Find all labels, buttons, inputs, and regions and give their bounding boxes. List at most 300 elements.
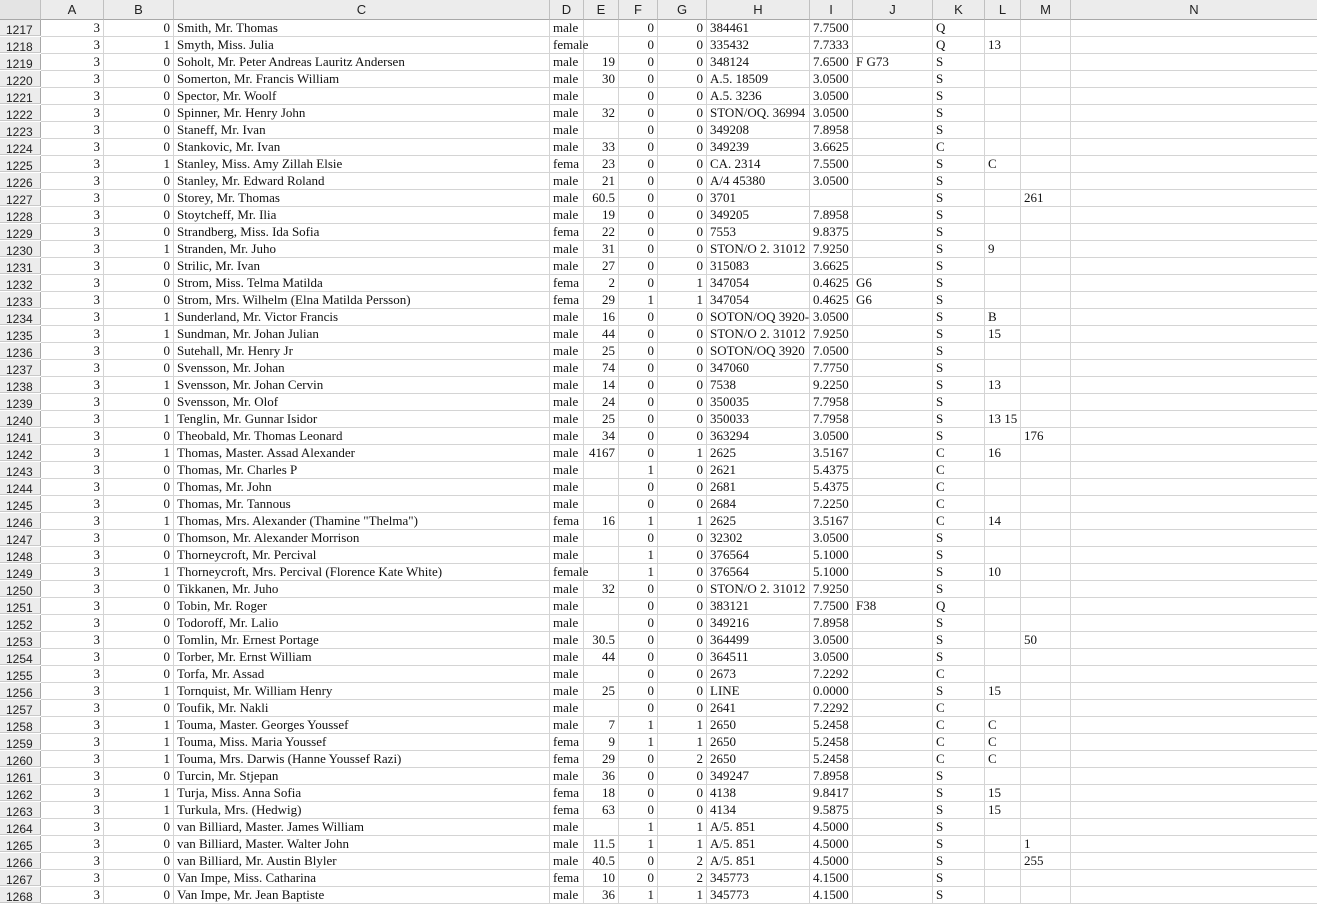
cell-b[interactable]: 0 (104, 173, 174, 190)
cell-b[interactable]: 1 (104, 683, 174, 700)
cell-l[interactable]: C (985, 734, 1021, 751)
column-header-e[interactable]: E (584, 0, 619, 20)
cell-b[interactable]: 1 (104, 241, 174, 258)
cell-l[interactable] (985, 20, 1021, 37)
cell-l[interactable] (985, 88, 1021, 105)
cell-a[interactable]: 3 (41, 54, 104, 71)
cell-n[interactable] (1071, 207, 1317, 224)
cell-i[interactable]: 7.9250 (810, 326, 853, 343)
cell-a[interactable]: 3 (41, 479, 104, 496)
cell-g[interactable]: 0 (658, 700, 707, 717)
cell-c[interactable]: Stranden, Mr. Juho (174, 241, 550, 258)
cell-f[interactable]: 0 (619, 139, 658, 156)
cell-c[interactable]: Thomas, Mr. John (174, 479, 550, 496)
cell-n[interactable] (1071, 292, 1317, 309)
cell-l[interactable]: 9 (985, 241, 1021, 258)
cell-m[interactable] (1021, 683, 1071, 700)
cell-b[interactable]: 1 (104, 411, 174, 428)
cell-n[interactable] (1071, 785, 1317, 802)
cell-m[interactable] (1021, 496, 1071, 513)
cell-k[interactable]: S (933, 581, 985, 598)
cell-c[interactable]: Turja, Miss. Anna Sofia (174, 785, 550, 802)
cell-i[interactable]: 7.7750 (810, 360, 853, 377)
cell-k[interactable]: S (933, 836, 985, 853)
cell-j[interactable]: G6 (853, 292, 933, 309)
column-header-h[interactable]: H (707, 0, 810, 20)
cell-d[interactable]: male (550, 377, 584, 394)
cell-i[interactable]: 4.1500 (810, 887, 853, 904)
cell-h[interactable]: 2684 (707, 496, 810, 513)
cell-k[interactable]: S (933, 275, 985, 292)
cell-i[interactable]: 7.7958 (810, 394, 853, 411)
row-header[interactable]: 1240 (0, 411, 41, 427)
cell-d[interactable]: male (550, 632, 584, 649)
cell-m[interactable] (1021, 54, 1071, 71)
cell-h[interactable]: 349247 (707, 768, 810, 785)
cell-f[interactable]: 1 (619, 462, 658, 479)
cell-g[interactable]: 0 (658, 632, 707, 649)
cell-n[interactable] (1071, 751, 1317, 768)
cell-m[interactable] (1021, 819, 1071, 836)
cell-k[interactable]: S (933, 71, 985, 88)
cell-j[interactable] (853, 751, 933, 768)
cell-b[interactable]: 0 (104, 479, 174, 496)
cell-k[interactable]: C (933, 462, 985, 479)
cell-g[interactable]: 0 (658, 479, 707, 496)
cell-j[interactable] (853, 802, 933, 819)
cell-j[interactable] (853, 139, 933, 156)
cell-d[interactable]: male (550, 445, 584, 462)
cell-j[interactable] (853, 615, 933, 632)
cell-c[interactable]: Tornquist, Mr. William Henry (174, 683, 550, 700)
cell-d[interactable]: male (550, 479, 584, 496)
cell-d[interactable]: male (550, 649, 584, 666)
cell-m[interactable] (1021, 751, 1071, 768)
cell-e[interactable]: 25 (584, 411, 619, 428)
cell-n[interactable] (1071, 870, 1317, 887)
row-header[interactable]: 1235 (0, 326, 41, 342)
cell-a[interactable]: 3 (41, 207, 104, 224)
cell-f[interactable]: 1 (619, 734, 658, 751)
cell-n[interactable] (1071, 598, 1317, 615)
row-header[interactable]: 1232 (0, 275, 41, 291)
cell-f[interactable]: 0 (619, 870, 658, 887)
cell-m[interactable]: 176 (1021, 428, 1071, 445)
cell-l[interactable]: 16 (985, 445, 1021, 462)
cell-j[interactable] (853, 394, 933, 411)
cell-g[interactable]: 1 (658, 275, 707, 292)
cell-b[interactable]: 0 (104, 870, 174, 887)
row-header[interactable]: 1260 (0, 751, 41, 767)
cell-a[interactable]: 3 (41, 819, 104, 836)
cell-m[interactable] (1021, 717, 1071, 734)
cell-e[interactable]: 2 (584, 275, 619, 292)
cell-e[interactable] (584, 37, 619, 54)
cell-f[interactable]: 0 (619, 377, 658, 394)
cell-b[interactable]: 0 (104, 887, 174, 904)
cell-h[interactable]: 2681 (707, 479, 810, 496)
cell-d[interactable]: male (550, 530, 584, 547)
row-header[interactable]: 1236 (0, 343, 41, 359)
cell-l[interactable] (985, 700, 1021, 717)
cell-g[interactable]: 0 (658, 343, 707, 360)
cell-k[interactable]: S (933, 292, 985, 309)
cell-k[interactable]: S (933, 309, 985, 326)
cell-n[interactable] (1071, 428, 1317, 445)
cell-l[interactable] (985, 275, 1021, 292)
cell-k[interactable]: S (933, 615, 985, 632)
cell-g[interactable]: 0 (658, 411, 707, 428)
cell-c[interactable]: Stoytcheff, Mr. Ilia (174, 207, 550, 224)
cell-b[interactable]: 0 (104, 88, 174, 105)
cell-i[interactable]: 7.7500 (810, 20, 853, 37)
cell-a[interactable]: 3 (41, 887, 104, 904)
cell-k[interactable]: S (933, 105, 985, 122)
cell-a[interactable]: 3 (41, 836, 104, 853)
cell-l[interactable]: C (985, 156, 1021, 173)
cell-d[interactable]: male (550, 853, 584, 870)
cell-e[interactable]: 18 (584, 785, 619, 802)
cell-g[interactable]: 0 (658, 615, 707, 632)
cell-a[interactable]: 3 (41, 615, 104, 632)
cell-h[interactable]: 350035 (707, 394, 810, 411)
cell-c[interactable]: Touma, Mrs. Darwis (Hanne Youssef Razi) (174, 751, 550, 768)
cell-a[interactable]: 3 (41, 870, 104, 887)
cell-b[interactable]: 0 (104, 139, 174, 156)
cell-j[interactable] (853, 853, 933, 870)
cell-d[interactable]: male (550, 71, 584, 88)
row-header[interactable]: 1256 (0, 683, 41, 699)
cell-l[interactable] (985, 530, 1021, 547)
row-header[interactable]: 1218 (0, 37, 41, 53)
cell-i[interactable]: 3.0500 (810, 309, 853, 326)
row-header[interactable]: 1259 (0, 734, 41, 750)
cell-n[interactable] (1071, 54, 1317, 71)
cell-k[interactable]: S (933, 870, 985, 887)
cell-b[interactable]: 0 (104, 258, 174, 275)
cell-d[interactable]: male (550, 819, 584, 836)
cell-m[interactable] (1021, 581, 1071, 598)
cell-f[interactable]: 0 (619, 428, 658, 445)
cell-n[interactable] (1071, 258, 1317, 275)
cell-k[interactable]: S (933, 54, 985, 71)
cell-a[interactable]: 3 (41, 241, 104, 258)
cell-n[interactable] (1071, 700, 1317, 717)
cell-b[interactable]: 0 (104, 190, 174, 207)
cell-m[interactable] (1021, 768, 1071, 785)
cell-k[interactable]: S (933, 394, 985, 411)
cell-f[interactable]: 0 (619, 190, 658, 207)
cell-d[interactable]: male (550, 360, 584, 377)
cell-j[interactable] (853, 173, 933, 190)
cell-f[interactable]: 0 (619, 581, 658, 598)
cell-l[interactable]: 15 (985, 683, 1021, 700)
cell-g[interactable]: 1 (658, 734, 707, 751)
cell-c[interactable]: Tobin, Mr. Roger (174, 598, 550, 615)
cell-f[interactable]: 0 (619, 496, 658, 513)
cell-g[interactable]: 0 (658, 326, 707, 343)
cell-k[interactable]: S (933, 819, 985, 836)
cell-m[interactable] (1021, 411, 1071, 428)
row-header[interactable]: 1237 (0, 360, 41, 376)
cell-l[interactable] (985, 105, 1021, 122)
cell-a[interactable]: 3 (41, 734, 104, 751)
cell-m[interactable] (1021, 360, 1071, 377)
cell-m[interactable]: 1 (1021, 836, 1071, 853)
cell-b[interactable]: 1 (104, 785, 174, 802)
cell-n[interactable] (1071, 156, 1317, 173)
cell-i[interactable]: 9.2250 (810, 377, 853, 394)
column-header-i[interactable]: I (810, 0, 853, 20)
cell-l[interactable] (985, 666, 1021, 683)
cell-m[interactable] (1021, 71, 1071, 88)
cell-h[interactable]: 2650 (707, 717, 810, 734)
cell-d[interactable]: male (550, 190, 584, 207)
cell-a[interactable]: 3 (41, 717, 104, 734)
cell-i[interactable]: 7.8958 (810, 615, 853, 632)
cell-e[interactable]: 24 (584, 394, 619, 411)
cell-d[interactable]: male (550, 666, 584, 683)
cell-m[interactable] (1021, 88, 1071, 105)
cell-k[interactable]: S (933, 122, 985, 139)
cell-n[interactable] (1071, 513, 1317, 530)
cell-n[interactable] (1071, 649, 1317, 666)
cell-j[interactable] (853, 377, 933, 394)
cell-a[interactable]: 3 (41, 513, 104, 530)
cell-m[interactable] (1021, 547, 1071, 564)
cell-j[interactable] (853, 819, 933, 836)
cell-m[interactable] (1021, 530, 1071, 547)
cell-f[interactable]: 0 (619, 853, 658, 870)
cell-c[interactable]: Stanley, Mr. Edward Roland (174, 173, 550, 190)
cell-f[interactable]: 0 (619, 275, 658, 292)
cell-k[interactable]: C (933, 700, 985, 717)
cell-g[interactable]: 1 (658, 445, 707, 462)
cell-a[interactable]: 3 (41, 71, 104, 88)
cell-e[interactable]: 63 (584, 802, 619, 819)
cell-l[interactable] (985, 462, 1021, 479)
cell-c[interactable]: Thomson, Mr. Alexander Morrison (174, 530, 550, 547)
cell-c[interactable]: Thomas, Mr. Charles P (174, 462, 550, 479)
cell-d[interactable]: male (550, 581, 584, 598)
cell-b[interactable]: 0 (104, 768, 174, 785)
cell-l[interactable] (985, 632, 1021, 649)
cell-c[interactable]: Toufik, Mr. Nakli (174, 700, 550, 717)
cell-a[interactable]: 3 (41, 37, 104, 54)
row-header[interactable]: 1261 (0, 768, 41, 784)
cell-e[interactable]: 7 (584, 717, 619, 734)
cell-n[interactable] (1071, 360, 1317, 377)
cell-m[interactable]: 50 (1021, 632, 1071, 649)
cell-e[interactable]: 36 (584, 768, 619, 785)
cell-m[interactable] (1021, 394, 1071, 411)
cell-h[interactable]: 2621 (707, 462, 810, 479)
cell-c[interactable]: Staneff, Mr. Ivan (174, 122, 550, 139)
cell-e[interactable] (584, 615, 619, 632)
cell-a[interactable]: 3 (41, 190, 104, 207)
cell-f[interactable]: 0 (619, 649, 658, 666)
cell-a[interactable]: 3 (41, 258, 104, 275)
cell-h[interactable]: 32302 (707, 530, 810, 547)
cell-d[interactable]: fema (550, 513, 584, 530)
cell-d[interactable]: male (550, 258, 584, 275)
cell-g[interactable]: 0 (658, 173, 707, 190)
cell-g[interactable]: 0 (658, 309, 707, 326)
row-header[interactable]: 1252 (0, 615, 41, 631)
cell-j[interactable] (853, 513, 933, 530)
cell-g[interactable]: 1 (658, 819, 707, 836)
cell-a[interactable]: 3 (41, 20, 104, 37)
cell-m[interactable] (1021, 292, 1071, 309)
cell-h[interactable]: 376564 (707, 564, 810, 581)
cell-e[interactable]: 4167 (584, 445, 619, 462)
cell-a[interactable]: 3 (41, 377, 104, 394)
cell-e[interactable] (584, 462, 619, 479)
cell-m[interactable] (1021, 785, 1071, 802)
cell-l[interactable]: 15 (985, 802, 1021, 819)
cell-h[interactable]: 349216 (707, 615, 810, 632)
row-header[interactable]: 1243 (0, 462, 41, 478)
cell-b[interactable]: 0 (104, 207, 174, 224)
cell-m[interactable] (1021, 122, 1071, 139)
cell-a[interactable]: 3 (41, 547, 104, 564)
cell-g[interactable]: 0 (658, 241, 707, 258)
cell-d[interactable]: male (550, 717, 584, 734)
cell-i[interactable]: 7.2292 (810, 700, 853, 717)
cell-h[interactable]: STON/O 2. 31012 (707, 326, 810, 343)
cell-e[interactable]: 74 (584, 360, 619, 377)
cell-n[interactable] (1071, 173, 1317, 190)
cell-h[interactable]: CA. 2314 (707, 156, 810, 173)
row-header[interactable]: 1250 (0, 581, 41, 597)
cell-f[interactable]: 1 (619, 564, 658, 581)
cell-n[interactable] (1071, 853, 1317, 870)
row-header[interactable]: 1239 (0, 394, 41, 410)
cell-g[interactable]: 0 (658, 37, 707, 54)
cell-k[interactable]: Q (933, 598, 985, 615)
cell-i[interactable]: 7.9250 (810, 241, 853, 258)
cell-j[interactable] (853, 88, 933, 105)
cell-i[interactable]: 3.6625 (810, 258, 853, 275)
cell-m[interactable]: 255 (1021, 853, 1071, 870)
cell-e[interactable]: 30.5 (584, 632, 619, 649)
cell-g[interactable]: 0 (658, 496, 707, 513)
cell-c[interactable]: Somerton, Mr. Francis William (174, 71, 550, 88)
cell-d[interactable]: male (550, 88, 584, 105)
cell-a[interactable]: 3 (41, 785, 104, 802)
cell-d[interactable]: fema (550, 734, 584, 751)
cell-c[interactable]: Svensson, Mr. Johan (174, 360, 550, 377)
row-header[interactable]: 1226 (0, 173, 41, 189)
cell-l[interactable] (985, 207, 1021, 224)
cell-e[interactable]: 22 (584, 224, 619, 241)
cell-c[interactable]: Van Impe, Miss. Catharina (174, 870, 550, 887)
cell-h[interactable]: 335432 (707, 37, 810, 54)
cell-e[interactable]: 40.5 (584, 853, 619, 870)
cell-j[interactable] (853, 241, 933, 258)
cell-l[interactable] (985, 122, 1021, 139)
cell-i[interactable]: 7.5500 (810, 156, 853, 173)
cell-h[interactable]: 3701 (707, 190, 810, 207)
cell-i[interactable]: 5.2458 (810, 734, 853, 751)
cell-k[interactable]: S (933, 207, 985, 224)
row-header[interactable]: 1254 (0, 649, 41, 665)
cell-l[interactable] (985, 139, 1021, 156)
cell-g[interactable]: 0 (658, 547, 707, 564)
cell-g[interactable]: 0 (658, 564, 707, 581)
cell-b[interactable]: 0 (104, 54, 174, 71)
cell-f[interactable]: 0 (619, 173, 658, 190)
column-header-m[interactable]: M (1021, 0, 1071, 20)
row-header[interactable]: 1246 (0, 513, 41, 529)
cell-h[interactable]: 349205 (707, 207, 810, 224)
cell-d[interactable]: male (550, 241, 584, 258)
cell-i[interactable]: 0.4625 (810, 292, 853, 309)
cell-f[interactable]: 0 (619, 326, 658, 343)
cell-e[interactable]: 44 (584, 649, 619, 666)
cell-j[interactable] (853, 479, 933, 496)
cell-n[interactable] (1071, 530, 1317, 547)
cell-f[interactable]: 0 (619, 666, 658, 683)
cell-m[interactable] (1021, 241, 1071, 258)
cell-n[interactable] (1071, 309, 1317, 326)
cell-g[interactable]: 0 (658, 258, 707, 275)
cell-b[interactable]: 1 (104, 751, 174, 768)
cell-a[interactable]: 3 (41, 326, 104, 343)
cell-l[interactable] (985, 853, 1021, 870)
cell-c[interactable]: Tikkanen, Mr. Juho (174, 581, 550, 598)
cell-a[interactable]: 3 (41, 496, 104, 513)
cell-d[interactable]: male (550, 20, 584, 37)
cell-f[interactable]: 0 (619, 530, 658, 547)
cell-g[interactable]: 2 (658, 853, 707, 870)
cell-h[interactable]: LINE (707, 683, 810, 700)
cell-f[interactable]: 0 (619, 241, 658, 258)
cell-j[interactable] (853, 258, 933, 275)
cell-k[interactable]: C (933, 496, 985, 513)
cell-e[interactable]: 29 (584, 751, 619, 768)
cell-l[interactable]: 15 (985, 326, 1021, 343)
cell-n[interactable] (1071, 88, 1317, 105)
row-header[interactable]: 1234 (0, 309, 41, 325)
cell-g[interactable]: 1 (658, 717, 707, 734)
cell-i[interactable]: 3.0500 (810, 88, 853, 105)
row-header[interactable]: 1241 (0, 428, 41, 444)
cell-e[interactable]: 34 (584, 428, 619, 445)
cell-m[interactable] (1021, 802, 1071, 819)
row-header[interactable]: 1266 (0, 853, 41, 869)
cell-l[interactable] (985, 360, 1021, 377)
cell-c[interactable]: Svensson, Mr. Olof (174, 394, 550, 411)
cell-k[interactable]: S (933, 853, 985, 870)
cell-i[interactable]: 5.2458 (810, 717, 853, 734)
cell-b[interactable]: 0 (104, 547, 174, 564)
cell-f[interactable]: 1 (619, 513, 658, 530)
cell-l[interactable] (985, 173, 1021, 190)
cell-j[interactable] (853, 207, 933, 224)
cell-b[interactable]: 1 (104, 156, 174, 173)
row-header[interactable]: 1264 (0, 819, 41, 835)
cell-h[interactable]: 2650 (707, 734, 810, 751)
cell-f[interactable]: 0 (619, 683, 658, 700)
cell-n[interactable] (1071, 377, 1317, 394)
cell-a[interactable]: 3 (41, 768, 104, 785)
cell-d[interactable]: male (550, 598, 584, 615)
cell-k[interactable]: C (933, 445, 985, 462)
cell-g[interactable]: 0 (658, 785, 707, 802)
cell-b[interactable]: 0 (104, 275, 174, 292)
cell-b[interactable]: 0 (104, 853, 174, 870)
